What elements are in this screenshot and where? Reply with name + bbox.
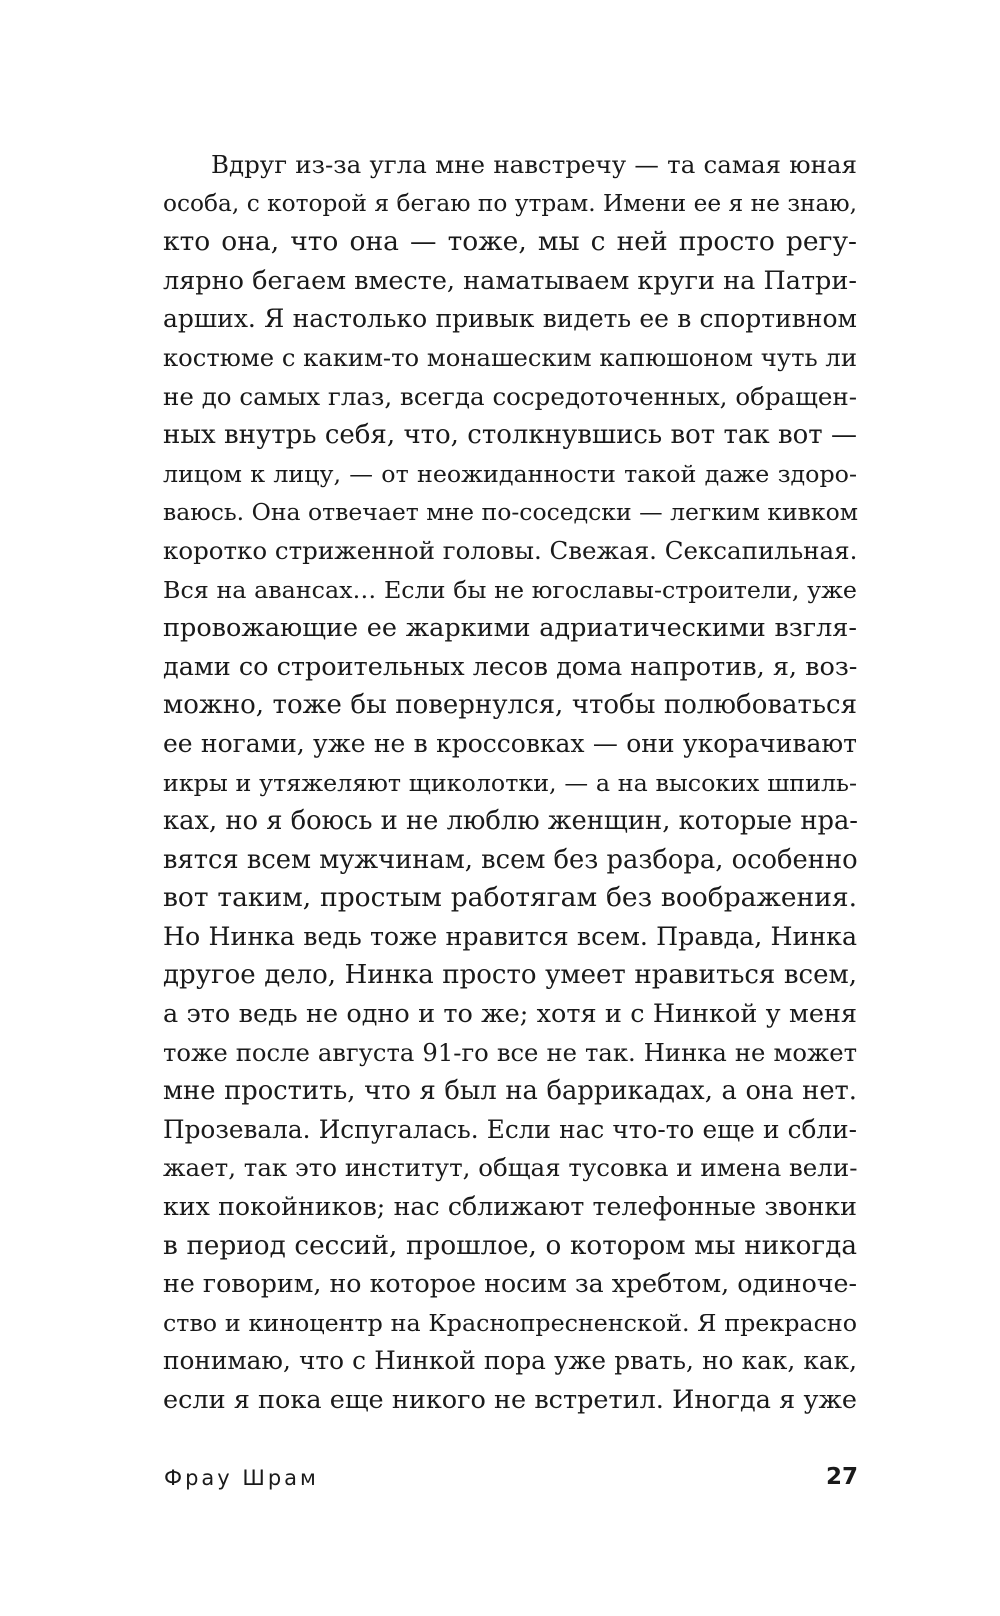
body-text [163, 146, 857, 1420]
text-line: ство и киноцентр на Краснопресненской. Я прекрасно [163, 1308, 857, 1337]
text-line: лицом к лицу, — от неожиданности такой даже здоро- [163, 459, 857, 488]
text-line: ках, но я боюсь и не люблю женщин, которые нра- [163, 806, 859, 837]
text-line: ких покойников; нас сближают телефонные звонки [163, 1192, 857, 1222]
text-line: а это ведь не одно и то же; хотя и с Нинкой у меня [163, 999, 857, 1030]
text-line: понимаю, что с Нинкой пора уже рвать, но как, как, [163, 1346, 857, 1376]
text-line: Прозевала. Испугалась. Если нас что-то еще и сбли- [163, 1114, 857, 1144]
text-line: другое дело, Нинка просто умеет нравиться всем, [163, 960, 857, 991]
text-line: арших. Я настолько привык видеть ее в спортивном [163, 304, 857, 334]
text-line: если я пока еще никого не встретил. Иногда я уже [163, 1385, 857, 1415]
text-line: костюме с каким-то монашеским капюшоном чуть ли [163, 342, 857, 372]
text-line: можно, тоже бы повернулся, чтобы полюбоваться [163, 690, 857, 721]
text-line: вот таким, простым работягам без воображения. [163, 882, 857, 914]
text-line: не до самых глаз, всегда сосредоточенных, обращен- [163, 381, 857, 411]
text-line: не говорим, но которое носим за хребтом, одиноче- [163, 1269, 857, 1299]
text-line: особа, с которой я бегаю по утрам. Имени ее я не знаю, [163, 189, 857, 217]
text-line: жает, так это институт, общая тусовка и имена вели- [163, 1153, 858, 1183]
text-line: ваюсь. Она отвечает мне по-соседски — легким кивком [163, 498, 859, 527]
text-line: кто она, что она — тоже, мы с ней просто регу- [163, 226, 857, 258]
text-line: Вся на авансах… Если бы не югославы-строители, уже [163, 575, 857, 604]
text-line: Вдруг из-за угла мне навстречу — та самая юная [211, 150, 857, 179]
text-line: дами со строительных лесов дома напротив, я, воз- [163, 651, 858, 682]
text-line: коротко стриженной головы. Свежая. Сексапильная. [163, 535, 858, 565]
text-line: Но Нинка ведь тоже нравится всем. Правда, Нинка [163, 921, 857, 951]
page-number: 27 [825, 1464, 858, 1490]
text-line: икры и утяжеляют щиколотки, — а на высоких шпиль- [163, 768, 857, 797]
text-line: в период сессий, прошлое, о котором мы никогда [163, 1230, 857, 1261]
text-line: ных внутрь себя, что, столкнувшись вот так вот — [163, 420, 857, 451]
text-line: провожающие ее жаркими адриатическими взгля- [163, 613, 857, 644]
text-line: ее ногами, уже не в кроссовках — они укорачивают [163, 728, 857, 758]
text-line: тоже после августа 91-го все не так. Нинка не может [163, 1037, 857, 1067]
text-line: лярно бегаем вместе, наматываем круги на Патри- [163, 265, 857, 296]
text-line: мне простить, что я был на баррикадах, а она нет. [163, 1076, 857, 1107]
text-line: вятся всем мужчинам, всем без разбора, особенно [163, 844, 858, 875]
running-footer-title: Фрау Шрам [164, 1466, 319, 1490]
